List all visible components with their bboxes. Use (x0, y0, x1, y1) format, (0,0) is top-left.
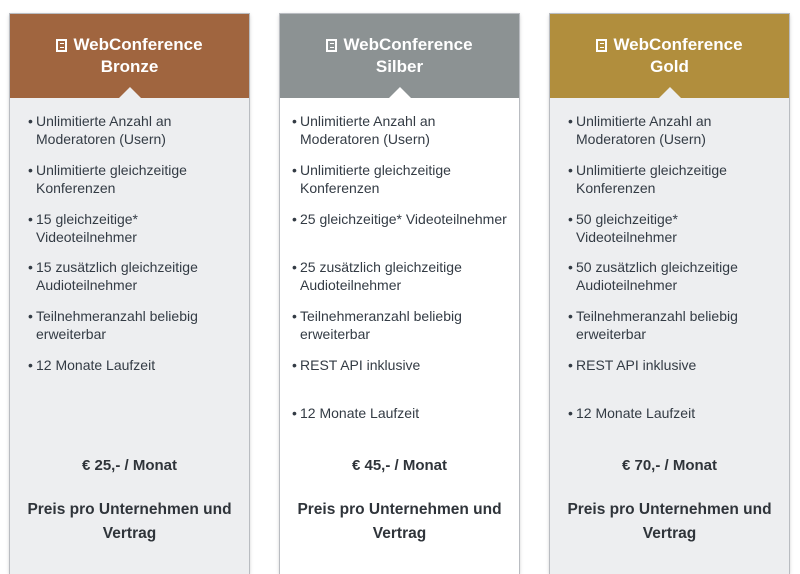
document-logo-icon (56, 39, 67, 52)
plan-title-row (56, 34, 202, 56)
plan-title-tier: Gold (650, 57, 689, 76)
plan-price-note: Preis pro Unternehmen und Vertrag (27, 501, 232, 542)
plan-card-gold (550, 14, 789, 574)
plan-header-gold (550, 14, 789, 98)
plan-card-bronze (10, 14, 249, 574)
feature-item: • 25 gleichzeitige* Videoteilnehmer (292, 211, 507, 227)
feature-item: • Teilnehmeranzahl beliebig erweiterbar (568, 308, 738, 342)
plan-title-tier: Silber (375, 57, 424, 76)
feature-item: • Unlimitierte Anzahl an Moderatoren (Usern) (568, 113, 712, 147)
feature-item: • Unlimitierte Anzahl an Moderatoren (Usern) (292, 113, 436, 147)
feature-item: • 15 zusätzlich gleichzeitige Audioteilnehmer (28, 259, 198, 293)
feature-item: • Unlimitierte gleichzeitige Konferenzen (292, 162, 451, 196)
feature-item: • REST API inklusive (292, 357, 421, 373)
feature-item: • Unlimitierte Anzahl an Moderatoren (Usern) (28, 113, 172, 147)
document-logo-icon (596, 39, 607, 52)
document-logo-icon (326, 39, 337, 52)
feature-item: • 12 Monate Laufzeit (568, 405, 696, 421)
feature-item: • 12 Monate Laufzeit (28, 357, 156, 373)
plan-price-note: Preis pro Unternehmen und Vertrag (567, 501, 772, 542)
feature-item: • 25 zusätzlich gleichzeitige Audioteilnehmer (292, 259, 462, 293)
plan-price-note: Preis pro Unternehmen und Vertrag (297, 501, 502, 542)
feature-item: • 50 gleichzeitige* Videoteilnehmer (568, 211, 678, 245)
plan-header-bronze (10, 14, 249, 98)
feature-item: • REST API inklusive (568, 357, 697, 373)
plan-title-product: WebConference (613, 35, 743, 54)
plan-title-tier: Bronze (100, 57, 159, 76)
plan-header-silber (280, 14, 519, 98)
plan-card-silber (280, 14, 519, 574)
plan-price: € 25,- / Monat (81, 457, 178, 474)
plan-price: € 70,- / Monat (621, 457, 718, 474)
plan-title-product: WebConference (343, 35, 473, 54)
feature-item: • Unlimitierte gleichzeitige Konferenzen (568, 162, 727, 196)
feature-item: • 15 gleichzeitige* Videoteilnehmer (28, 211, 138, 245)
feature-item: • Teilnehmeranzahl beliebig erweiterbar (28, 308, 198, 342)
feature-item: • 50 zusätzlich gleichzeitige Audioteilnehmer (568, 259, 738, 293)
feature-item: • Unlimitierte gleichzeitige Konferenzen (28, 162, 187, 196)
plan-title-row (326, 34, 472, 56)
plan-title-product: WebConference (73, 35, 203, 54)
plan-price: € 45,- / Monat (351, 457, 448, 474)
feature-item: • Teilnehmeranzahl beliebig erweiterbar (292, 308, 462, 342)
feature-item: • 12 Monate Laufzeit (292, 405, 420, 421)
plan-title-row (596, 34, 742, 56)
